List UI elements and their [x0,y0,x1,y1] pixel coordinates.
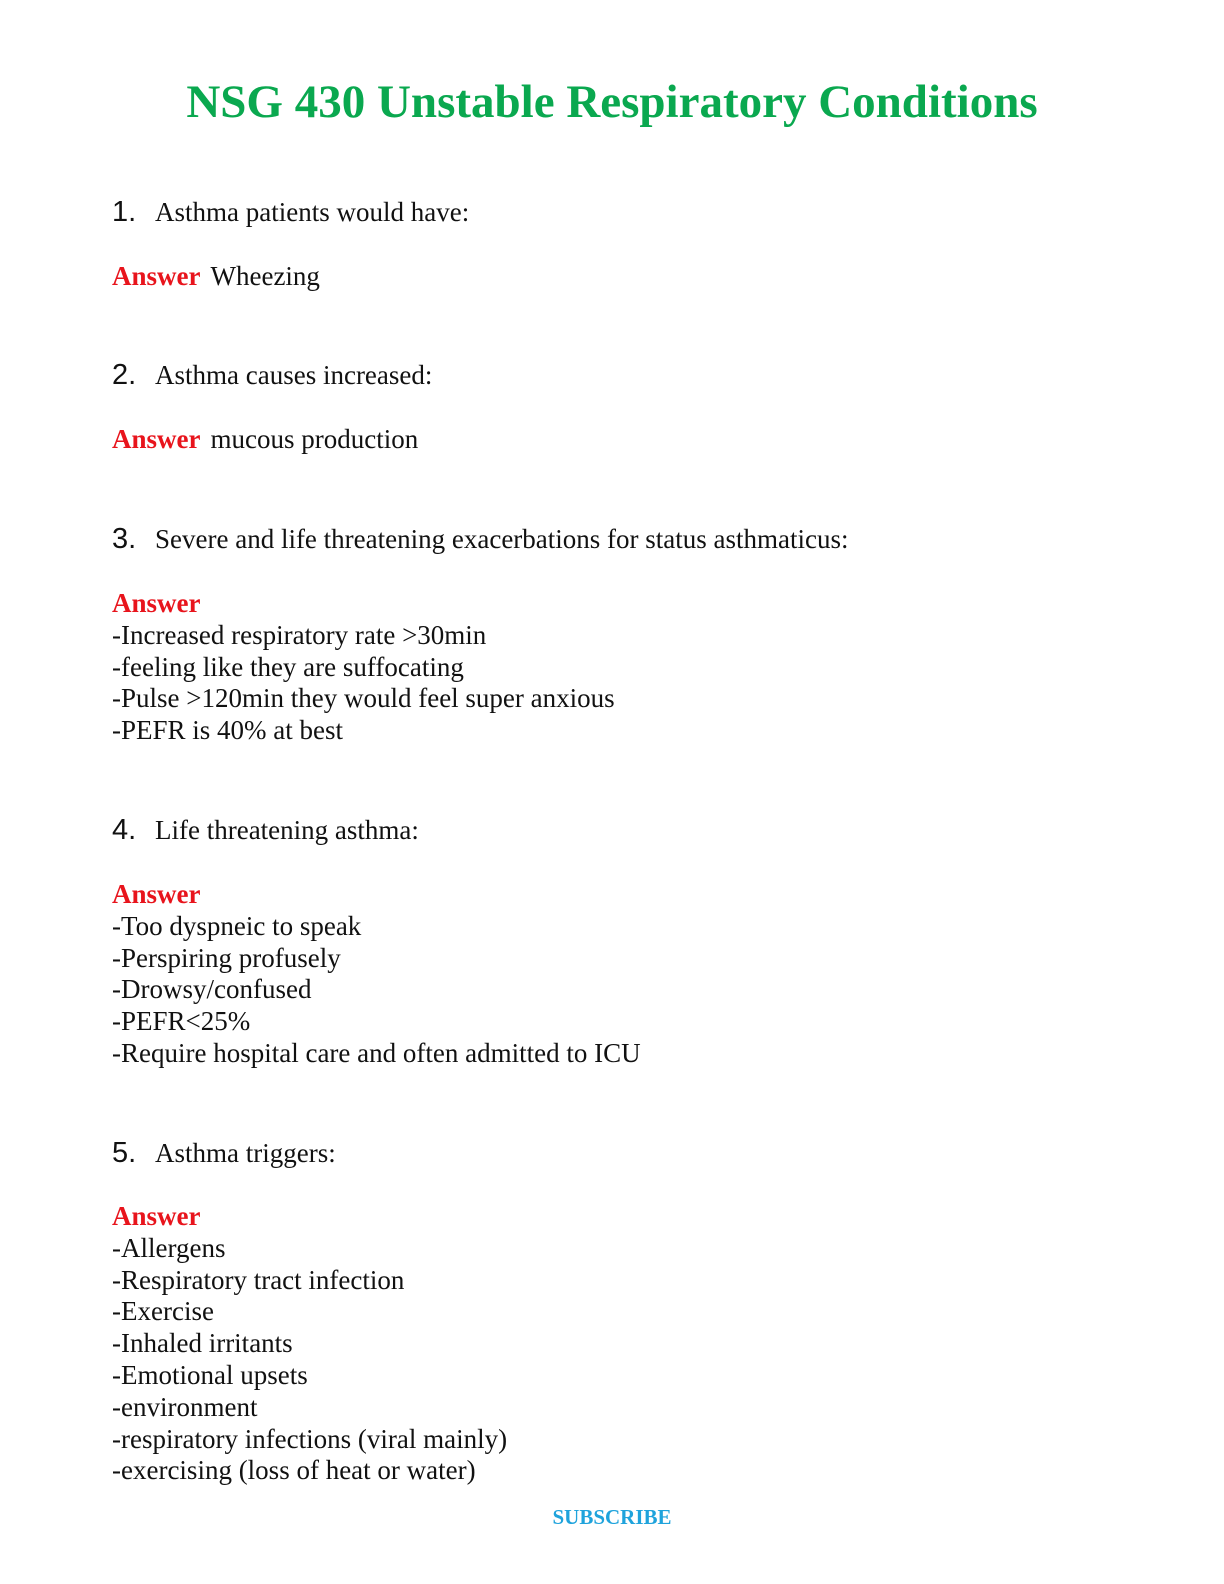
answer-line: -Exercise [112,1296,214,1327]
answer-line: -Emotional upsets [112,1359,308,1390]
answer-line: -Perspiring profusely [112,942,341,973]
answer-line: -feeling like they are suffocating [112,651,464,682]
question-number: 1. [112,196,137,228]
answer-3 [112,588,615,747]
question-text: Asthma triggers: [155,1138,336,1168]
question-number: 3. [112,523,137,555]
answer-4 [112,879,641,1070]
answer-2 [112,424,418,456]
question-3 [112,523,849,555]
question-5 [112,1137,336,1169]
question-text: Asthma causes increased: [155,360,433,390]
answer-label: Answer [112,1201,201,1231]
answer-line: -Too dyspneic to speak [112,910,362,941]
answer-label: Answer [112,879,201,909]
answer-line: -environment [112,1391,258,1422]
answer-label: Answer [112,424,201,454]
question-number: 5. [112,1137,137,1169]
answer-1 [112,261,320,293]
question-number: 2. [112,359,137,391]
answer-line: -Pulse >120min they would feel super anxious [112,683,615,714]
answer-text: Wheezing [210,261,320,291]
answer-label: Answer [112,261,201,291]
answer-line: -Require hospital care and often admitted to ICU [112,1037,641,1068]
answer-line: -Allergens [112,1232,226,1263]
answer-label: Answer [112,588,201,618]
answer-line: -Inhaled irritants [112,1328,293,1359]
answer-5 [112,1201,507,1487]
answer-line: -PEFR<25% [112,1006,251,1037]
question-text: Asthma patients would have: [155,197,470,227]
question-number: 4. [112,814,137,846]
question-4 [112,814,419,846]
subscribe-link[interactable]: SUBSCRIBE [552,1505,672,1529]
question-1 [112,196,469,228]
question-text: Severe and life threatening exacerbations for status asthmaticus: [155,524,849,554]
answer-line: -exercising (loss of heat or water) [112,1455,476,1486]
answer-text: mucous production [210,424,419,454]
answer-line: -Respiratory tract infection [112,1264,405,1295]
question-text: Life threatening asthma: [155,815,419,845]
question-2 [112,359,432,391]
answer-line: -Increased respiratory rate >30min [112,619,487,650]
answer-line: -respiratory infections (viral mainly) [112,1423,508,1454]
page-title: NSG 430 Unstable Respiratory Conditions [186,76,1038,128]
answer-line: -Drowsy/confused [112,974,312,1005]
answer-line: -PEFR is 40% at best [112,715,344,746]
